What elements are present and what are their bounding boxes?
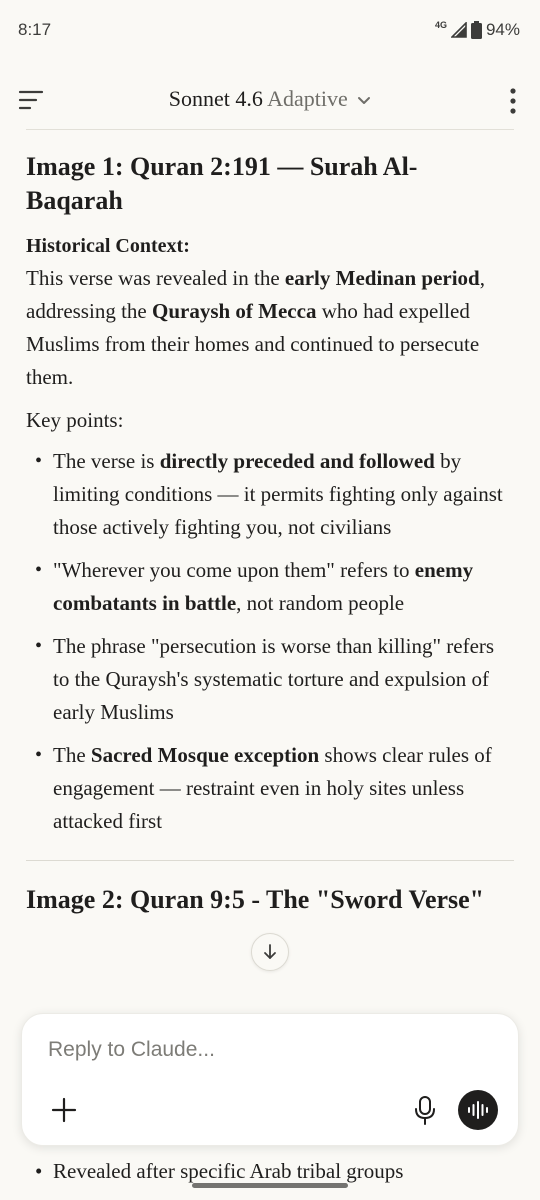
section-heading-2: Image 2: Quran 9:5 - The "Sword Verse" — [26, 885, 485, 914]
battery-percent: 94% — [485, 20, 520, 39]
mic-icon — [412, 1094, 438, 1126]
bold-run: Sacred Mosque exception — [90, 743, 320, 767]
list-item: • Revealed after specific Arab tribal groups — [26, 1155, 514, 1188]
assistant-message — [26, 150, 514, 925]
scroll-to-bottom-button[interactable] — [251, 933, 289, 971]
list-item — [26, 630, 514, 729]
heading-clip — [26, 883, 514, 925]
voice-waveform-icon — [466, 1100, 490, 1120]
section-heading-1: Image 1: Quran 2:191 — Surah Al-Baqarah — [26, 152, 418, 215]
plus-icon — [50, 1096, 78, 1124]
historical-context-label: Historical Context: — [26, 235, 190, 257]
header-divider — [26, 129, 514, 130]
status-indicators — [435, 20, 520, 40]
bold-run: directly preceded and followed — [159, 449, 435, 473]
dictation-button[interactable] — [412, 1094, 438, 1126]
app-header — [0, 72, 540, 130]
reply-composer — [21, 1013, 519, 1146]
key-points-list — [26, 445, 514, 838]
gesture-handle[interactable] — [192, 1183, 348, 1188]
chevron-down-icon — [357, 96, 371, 106]
model-mode: Adaptive — [267, 86, 348, 111]
text-run: The — [53, 743, 91, 767]
text-run: This verse was revealed in the — [26, 266, 285, 290]
text-run: who had expelled Muslims from their homes and continued to persecute them. — [26, 299, 480, 389]
model-name: Sonnet 4.6 — [168, 86, 263, 111]
status-time: 8:17 — [18, 20, 52, 39]
more-vertical-icon — [506, 86, 520, 116]
context-paragraph — [26, 262, 514, 394]
section-divider — [26, 860, 514, 861]
arrow-down-icon — [262, 943, 278, 961]
text-run: , addressing the — [26, 266, 485, 323]
text-run: , not random people — [236, 591, 405, 615]
bold-run: Quraysh of Mecca — [151, 299, 317, 323]
signal-icon — [451, 22, 467, 38]
text-run: by limiting conditions — it permits fighting only against those actively fighting you, not civilians — [53, 449, 503, 539]
list-item — [26, 739, 514, 838]
text-run: The phrase "persecution is worse than killing" refers to the Quraysh's systematic torture and expulsion of early Muslims — [53, 634, 495, 724]
model-selector[interactable] — [0, 86, 540, 112]
text-run: shows clear rules of engagement — restraint even in holy sites unless attacked first — [53, 743, 492, 833]
battery-icon — [471, 21, 482, 39]
text-run: The verse is — [53, 449, 160, 473]
key-points-label: Key points: — [26, 408, 124, 432]
network-type: 4G — [434, 20, 447, 30]
more-options-button[interactable] — [506, 86, 520, 116]
voice-mode-button[interactable] — [458, 1090, 498, 1130]
bold-run: enemy combatants in battle — [53, 558, 474, 615]
list-item — [26, 445, 514, 544]
reply-input[interactable] — [48, 1038, 488, 1062]
list-item — [26, 554, 514, 620]
text-run: "Wherever you come upon them" refers to — [53, 558, 415, 582]
bold-run: early Medinan period — [284, 266, 480, 290]
add-attachment-button[interactable] — [50, 1096, 78, 1124]
status-bar — [0, 0, 540, 62]
